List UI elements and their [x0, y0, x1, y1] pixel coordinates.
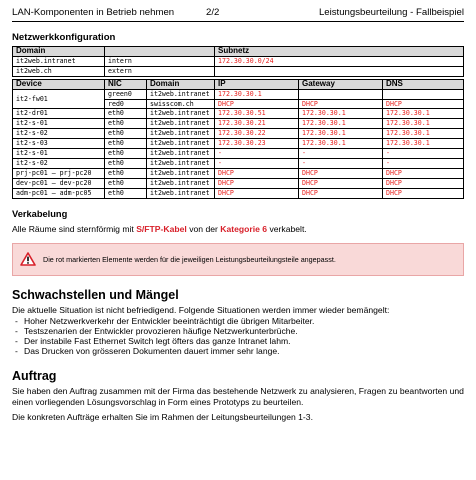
gateway-cell: 172.30.30.1	[299, 109, 383, 119]
task-heading: Auftrag	[12, 368, 57, 383]
dns-cell: -	[383, 158, 464, 168]
ip-cell: DHCP	[215, 99, 299, 109]
cabling-heading: Verkabelung	[12, 208, 68, 219]
nic-cell: eth0	[105, 188, 147, 198]
ip-cell: DHCP	[215, 168, 299, 178]
cable-category: Kategorie 6	[220, 223, 268, 234]
domain-col-header: Domain	[13, 47, 105, 57]
nic-cell: eth0	[105, 149, 147, 159]
device-cell: it2-s-02	[13, 158, 105, 168]
device-cell: it2-fw01	[13, 89, 105, 109]
gateway-cell: DHCP	[299, 99, 383, 109]
device-cell: it2-s-01	[13, 149, 105, 159]
dns-cell: DHCP	[383, 178, 464, 188]
cabling-text-start: Alle Räume sind sternförmig mit	[12, 223, 137, 234]
nic-cell: eth0	[105, 158, 147, 168]
task-paragraph-2: Die konkreten Aufträge erhalten Sie im Rahmen der Leitungsbeurteilungen 1-3.	[12, 411, 313, 422]
table-row	[13, 119, 464, 129]
dns-cell: 172.30.30.1	[383, 119, 464, 129]
ip-cell: 172.30.30.22	[215, 129, 299, 139]
table-row	[13, 89, 464, 99]
list-item: - Der instabile Fast Ethernet Switch legt öfters das ganze Intranet lahm.	[12, 336, 464, 346]
table-row	[13, 66, 464, 76]
domain-type-col-header	[105, 47, 215, 57]
device-cell: adm-pc01 – adm-pc05	[13, 188, 105, 198]
domain-table	[12, 46, 464, 77]
subnet-cell	[215, 66, 464, 76]
ip-cell: -	[215, 149, 299, 159]
dns-col-header: DNS	[383, 79, 464, 89]
domain-cell: it2web.intranet	[147, 109, 215, 119]
device-col-header: Device	[13, 79, 105, 89]
table-row	[13, 56, 464, 66]
dns-cell: 172.30.30.1	[383, 109, 464, 119]
dns-cell: 172.30.30.1	[383, 129, 464, 139]
table-row	[13, 158, 464, 168]
dns-cell: DHCP	[383, 168, 464, 178]
nic-cell: eth0	[105, 129, 147, 139]
table-row	[13, 168, 464, 178]
ip-cell: 172.30.30.51	[215, 109, 299, 119]
device-table	[12, 79, 464, 199]
device-cell: prj-pc01 – prj-pc20	[13, 168, 105, 178]
domain-cell: it2web.intranet	[147, 158, 215, 168]
table-row	[13, 129, 464, 139]
dns-cell: -	[383, 149, 464, 159]
task-paragraph-1: Sie haben den Auftrag zusammen mit der Firma das bestehende Netzwerk zu analysieren, Fragen zu beantworten und einen vorliegenden Lösungsvorschlag in Form eines Prototyps zu beurteilen.	[12, 385, 464, 407]
domain-cell: it2web.intranet	[147, 188, 215, 198]
header-title: LAN-Komponenten in Betrieb nehmen	[12, 7, 175, 18]
nic-cell: eth0	[105, 178, 147, 188]
nic-cell: eth0	[105, 168, 147, 178]
domain-col-header: Domain	[147, 79, 215, 89]
cabling-text	[12, 224, 464, 235]
gateway-cell: -	[299, 158, 383, 168]
dns-cell: DHCP	[383, 99, 464, 109]
warning-icon	[13, 252, 43, 266]
header-right: Leistungsbeurteilung - Fallbeispiel	[318, 7, 464, 18]
nic-col-header: NIC	[105, 79, 147, 89]
nic-cell: eth0	[105, 109, 147, 119]
gateway-cell: DHCP	[299, 168, 383, 178]
page-header	[12, 0, 464, 22]
cable-type: S/FTP-Kabel	[136, 223, 187, 234]
domain-cell: it2web.intranet	[147, 168, 215, 178]
domain-cell: swisscom.ch	[147, 99, 215, 109]
device-cell: it2-dr01	[13, 109, 105, 119]
ip-cell: DHCP	[215, 178, 299, 188]
dns-cell: 172.30.30.1	[383, 139, 464, 149]
notice-text: Die rot markierten Elemente werden für die jeweiligen Leistungsbeurteilungsteile angepasst.	[43, 254, 336, 264]
list-item: - Das Drucken von grösseren Dokumenten dauert immer sehr lange.	[12, 346, 464, 356]
table-row	[13, 139, 464, 149]
gateway-cell: 172.30.30.1	[299, 129, 383, 139]
gateway-cell	[299, 89, 383, 99]
ip-col-header: IP	[215, 79, 299, 89]
gateway-cell: 172.30.30.1	[299, 119, 383, 129]
notice-box	[12, 243, 464, 276]
subnet-cell: 172.30.30.0/24	[215, 56, 464, 66]
domain-cell: it2web.intranet	[147, 89, 215, 99]
ip-cell: 172.30.30.21	[215, 119, 299, 129]
table-row	[13, 109, 464, 119]
table-row	[13, 178, 464, 188]
list-item: - Testszenarien der Entwickler provozieren häufige Netzwerkunterbrüche.	[12, 326, 464, 336]
domain-cell: it2web.intranet	[147, 119, 215, 129]
domain-type-cell: extern	[105, 66, 215, 76]
device-cell: dev-pc01 – dev-pc20	[13, 178, 105, 188]
domain-cell: it2web.ch	[13, 66, 105, 76]
nic-cell: green0	[105, 89, 147, 99]
network-config-heading: Netzwerkkonfiguration	[12, 32, 116, 43]
weaknesses-intro: Die aktuelle Situation ist nicht befriedigend. Folgende Situationen werden immer wieder bemängelt:	[12, 304, 390, 315]
ip-cell: 172.30.30.23	[215, 139, 299, 149]
domain-cell: it2web.intranet	[147, 178, 215, 188]
page-number: 2/2	[206, 7, 220, 18]
gateway-col-header: Gateway	[299, 79, 383, 89]
nic-cell: eth0	[105, 119, 147, 129]
subnet-col-header: Subnetz	[215, 47, 464, 57]
ip-cell: DHCP	[215, 188, 299, 198]
domain-cell: it2web.intranet	[147, 149, 215, 159]
device-cell: it2-s-01	[13, 119, 105, 129]
dns-cell: DHCP	[383, 188, 464, 198]
gateway-cell: 172.30.30.1	[299, 139, 383, 149]
device-cell: it2-s-03	[13, 139, 105, 149]
table-row	[13, 149, 464, 159]
ip-cell: -	[215, 158, 299, 168]
cabling-text-end: verkabelt.	[267, 223, 307, 234]
domain-cell: it2web.intranet	[13, 56, 105, 66]
weaknesses-list	[12, 316, 464, 357]
nic-cell: red0	[105, 99, 147, 109]
device-cell: it2-s-02	[13, 129, 105, 139]
domain-type-cell: intern	[105, 56, 215, 66]
gateway-cell: DHCP	[299, 178, 383, 188]
domain-cell: it2web.intranet	[147, 139, 215, 149]
domain-cell: it2web.intranet	[147, 129, 215, 139]
weaknesses-heading: Schwachstellen und Mängel	[12, 287, 179, 302]
list-item: - Hoher Netzwerkverkehr der Entwickler beeinträchtigt die übrigen Mitarbeiter.	[12, 316, 464, 326]
gateway-cell: -	[299, 149, 383, 159]
nic-cell: eth0	[105, 139, 147, 149]
gateway-cell: DHCP	[299, 188, 383, 198]
table-row	[13, 188, 464, 198]
ip-cell: 172.30.30.1	[215, 89, 299, 99]
dns-cell	[383, 89, 464, 99]
cabling-text-mid: von der	[186, 223, 221, 234]
